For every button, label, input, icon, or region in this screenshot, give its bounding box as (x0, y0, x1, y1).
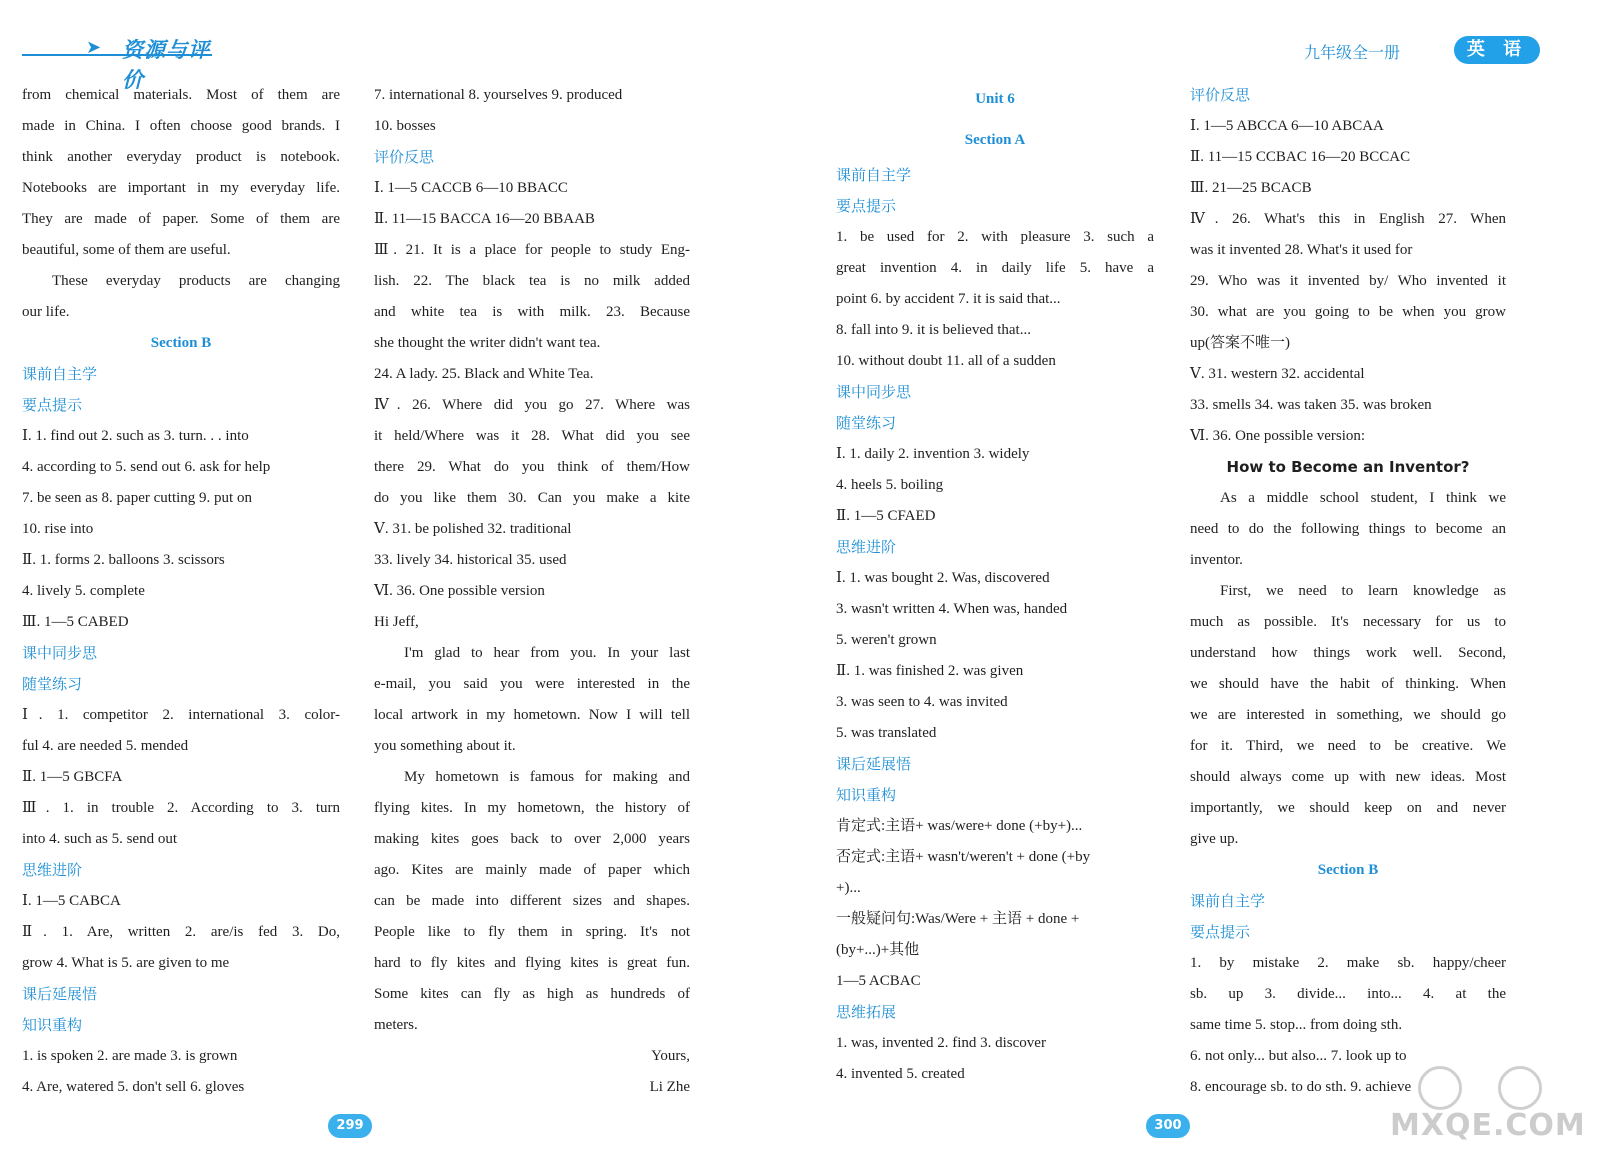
answer-line: 1—5 ACBAC (836, 973, 921, 989)
subheading: 评价反思 (1190, 86, 1251, 104)
unit-heading: Unit 6 (975, 91, 1015, 107)
answer-line: 4. lively 5. complete (22, 583, 145, 599)
answer-line: 4. invented 5. created (836, 1066, 965, 1082)
answer-line: 30. what are you going to be when you grow (1190, 304, 1506, 320)
watermark-logo (1390, 1060, 1586, 1150)
answer-line: 3. was seen to 4. was invited (836, 694, 1008, 710)
answer-line: 1. by mistake 2. make sb. happy/cheer (1190, 955, 1506, 971)
answer-line: Ⅲ. 1—5 CABED (22, 614, 129, 630)
answer-line: 24. A lady. 25. Black and White Tea. (374, 366, 594, 382)
answer-line: 5. weren't grown (836, 632, 937, 648)
letter-line: hard to fly kites and flying kites is great fun. (374, 955, 690, 971)
answer-line: do you like them 30. Can you make a kite (374, 490, 690, 506)
column-2 (374, 80, 690, 1103)
essay-line: importantly, we should keep on and never (1190, 800, 1506, 816)
letter-line: e-mail, you said you were interested in the (374, 676, 690, 692)
answer-line: 4. according to 5. send out 6. ask for help (22, 459, 271, 475)
section-heading: Section B (1317, 862, 1379, 878)
answer-line: was it invented 28. What's it used for (1190, 242, 1413, 258)
answer-line: Ⅱ. 11—15 CCBAC 16—20 BCCAC (1190, 149, 1411, 165)
letter-line: you something about it. (374, 738, 516, 754)
essay-line: understand how things work well. Second, (1190, 645, 1506, 661)
letter-line: making kites goes back to over 2,000 years (374, 831, 690, 847)
answer-line: Ⅵ. 36. One possible version: (1190, 428, 1366, 444)
answer-line: Ⅱ. 1. forms 2. balloons 3. scissors (22, 552, 225, 568)
answer-line: Ⅲ. 21—25 BCACB (1190, 180, 1312, 196)
text-line: Notebooks are important in my everyday life. (22, 180, 340, 196)
essay-line: As a middle school student, I think we (1220, 490, 1506, 506)
subheading: 课后延展悟 (836, 755, 912, 773)
column-1 (22, 80, 340, 1103)
answer-line: Ⅱ. 1—5 GBCFA (22, 769, 123, 785)
answer-line: 10. without doubt 11. all of a sudden (836, 353, 1056, 369)
column-3 (836, 80, 1154, 1090)
essay-title: How to Become an Inventor? (1226, 458, 1470, 476)
answer-line: Ⅰ. 1. was bought 2. Was, discovered (836, 570, 1050, 586)
answer-line: Ⅰ. 1. daily 2. invention 3. widely (836, 446, 1030, 462)
text-line: our life. (22, 304, 70, 320)
answer-line: Ⅱ. 1—5 CFAED (836, 508, 936, 524)
answer-line: Ⅰ. 1—5 CABCA (22, 893, 121, 909)
text-line: made in China. I often choose good brands. I (22, 118, 340, 134)
answer-line: and white tea is with milk. 23. Because (374, 304, 690, 320)
letter-signature: Li Zhe (649, 1079, 690, 1095)
subject-badge: 英 语 (1454, 36, 1540, 64)
answer-line: Ⅳ. 26. Where did you go 27. Where was (374, 397, 690, 413)
subheading: 知识重构 (22, 1016, 83, 1034)
answer-line: 1. was, invented 2. find 3. discover (836, 1035, 1046, 1051)
answer-line: 8. fall into 9. it is believed that... (836, 322, 1031, 338)
grammar-line: (by+...)+其他 (836, 942, 920, 958)
answer-line: there 29. What do you think of them/How (374, 459, 690, 475)
watermark-circle-icon (1498, 1066, 1542, 1110)
letter-line: ago. Kites are mainly made of paper which (374, 862, 690, 878)
answer-line: into 4. such as 5. send out (22, 831, 177, 847)
brand-title: 资源与评价 (122, 38, 210, 92)
essay-line: we are interested in something, we should go (1190, 707, 1506, 723)
essay-line: should always come up with new ideas. Most (1190, 769, 1506, 785)
grammar-line: 一般疑问句:Was/Were + 主语 + done + (836, 911, 1080, 927)
letter-closing: Yours, (651, 1048, 690, 1064)
answer-line: Ⅰ. 1—5 CACCB 6—10 BBACC (374, 180, 568, 196)
grade-label: 九年级全一册 (1303, 43, 1400, 62)
section-heading: Section A (964, 132, 1026, 148)
subheading: 课前自主学 (1190, 892, 1266, 910)
answer-line: it held/Where was it 28. What did you see (374, 428, 690, 444)
watermark-text: MXQE.COM (1390, 1108, 1586, 1143)
answer-line: lish. 22. The black tea is no milk added (374, 273, 690, 289)
letter-line: I'm glad to hear from you. In your last (404, 645, 690, 661)
answer-line: Ⅴ. 31. be polished 32. traditional (374, 521, 572, 537)
answer-line: Ⅱ. 1. was finished 2. was given (836, 663, 1024, 679)
answer-line: point 6. by accident 7. it is said that... (836, 291, 1061, 307)
header-brand-block (22, 28, 222, 92)
answer-line: 10. rise into (22, 521, 94, 537)
letter-greeting: Hi Jeff, (374, 614, 419, 630)
answer-line: Ⅲ. 1. in trouble 2. According to 3. turn (22, 800, 340, 816)
letter-line: My hometown is famous for making and (404, 769, 690, 785)
answer-line: 10. bosses (374, 118, 436, 134)
letter-line: Some kites can fly as high as hundreds of (374, 986, 690, 1002)
letter-line: People like to fly them in spring. It's not (374, 924, 690, 940)
watermark-circle-icon (1418, 1066, 1462, 1110)
answer-line: 7. be seen as 8. paper cutting 9. put on (22, 490, 252, 506)
letter-line: flying kites. In my hometown, the history of (374, 800, 690, 816)
answer-line: up(答案不唯一) (1190, 335, 1290, 351)
subheading: 知识重构 (836, 786, 897, 804)
subheading: 课中同步思 (836, 383, 912, 401)
answer-line: Ⅰ. 1—5 ABCCA 6—10 ABCAA (1190, 118, 1384, 134)
answer-line: she thought the writer didn't want tea. (374, 335, 601, 351)
subheading: 课前自主学 (22, 365, 98, 383)
answer-line: Ⅲ. 21. It is a place for people to study Eng- (374, 242, 690, 258)
answer-line: 3. wasn't written 4. When was, handed (836, 601, 1068, 617)
answer-line: 1. is spoken 2. are made 3. is grown (22, 1048, 238, 1064)
page-number-left: 299 (328, 1114, 372, 1138)
essay-line: need to do the following things to become an (1190, 521, 1506, 537)
subheading: 随堂练习 (22, 675, 83, 693)
answer-line: Ⅰ. 1. competitor 2. international 3. color- (22, 707, 340, 723)
essay-line: give up. (1190, 831, 1239, 847)
text-line: beautiful, some of them are useful. (22, 242, 231, 258)
subheading: 课后延展悟 (22, 985, 98, 1003)
essay-line: we should have the habit of thinking. When (1190, 676, 1506, 692)
answer-line: Ⅱ. 1. Are, written 2. are/is fed 3. Do, (22, 924, 340, 940)
essay-line: inventor. (1190, 552, 1243, 568)
answer-line: 33. lively 34. historical 35. used (374, 552, 567, 568)
subheading: 课前自主学 (836, 166, 912, 184)
answer-line: grow 4. What is 5. are given to me (22, 955, 230, 971)
answer-line: 29. Who was it invented by/ Who invented it (1190, 273, 1506, 289)
answer-line: 8. encourage sb. to do sth. 9. achieve (1190, 1079, 1412, 1095)
answer-line: 33. smells 34. was taken 35. was broken (1190, 397, 1432, 413)
answer-line: 1. be used for 2. with pleasure 3. such a (836, 229, 1154, 245)
subheading: 思维拓展 (836, 1003, 897, 1021)
essay-line: much as possible. It's necessary for us to (1190, 614, 1506, 630)
grammar-line: 否定式:主语+ wasn't/weren't + done (+by (836, 849, 1091, 865)
subheading: 课中同步思 (22, 644, 98, 662)
answer-line: 4. Are, watered 5. don't sell 6. gloves (22, 1079, 245, 1095)
section-heading: Section B (150, 335, 212, 351)
essay-line: for it. Third, we need to be creative. We (1190, 738, 1506, 754)
subheading: 思维进阶 (836, 538, 897, 556)
subheading: 要点提示 (1190, 923, 1251, 941)
answer-line: Ⅴ. 31. western 32. accidental (1190, 366, 1365, 382)
page-number-right: 300 (1146, 1114, 1190, 1138)
answer-line: 6. not only... but also... 7. look up to (1190, 1048, 1407, 1064)
essay-line: First, we need to learn knowledge as (1220, 583, 1506, 599)
subheading: 要点提示 (836, 197, 897, 215)
subheading: 思维进阶 (22, 861, 83, 879)
text-line: These everyday products are changing (52, 273, 340, 289)
answer-line: Ⅰ. 1. find out 2. such as 3. turn. . . into (22, 428, 249, 444)
answer-line: 7. international 8. yourselves 9. produced (374, 87, 623, 103)
answer-line: ful 4. are needed 5. mended (22, 738, 189, 754)
letter-line: meters. (374, 1017, 418, 1033)
answer-line: great invention 4. in daily life 5. have a (836, 260, 1154, 276)
answer-line: 5. was translated (836, 725, 937, 741)
answer-line: Ⅵ. 36. One possible version (374, 583, 545, 599)
letter-line: can be made into different sizes and shapes. (374, 893, 690, 909)
text-line: They are made of paper. Some of them are (22, 211, 340, 227)
grammar-line: +)... (836, 880, 861, 896)
subheading: 随堂练习 (836, 414, 897, 432)
column-4 (1190, 80, 1506, 1103)
grammar-line: 肯定式:主语+ was/were+ done (+by+)... (836, 818, 1083, 834)
text-line: think another everyday product is notebook. (22, 149, 340, 165)
answer-line: sb. up 3. divide... into... 4. at the (1190, 986, 1506, 1002)
subheading: 评价反思 (374, 148, 435, 166)
answer-line: same time 5. stop... from doing sth. (1190, 1017, 1403, 1033)
answer-line: Ⅳ. 26. What's this in English 27. When (1190, 211, 1506, 227)
letter-line: local artwork in my hometown. Now I will tell (374, 707, 690, 723)
subheading: 要点提示 (22, 396, 83, 414)
text-line: from chemical materials. Most of them are (22, 87, 340, 103)
answer-line: 4. heels 5. boiling (836, 477, 944, 493)
answer-line: Ⅱ. 11—15 BACCA 16—20 BBAAB (374, 211, 595, 227)
arrow-icon: ➤ (86, 37, 102, 58)
